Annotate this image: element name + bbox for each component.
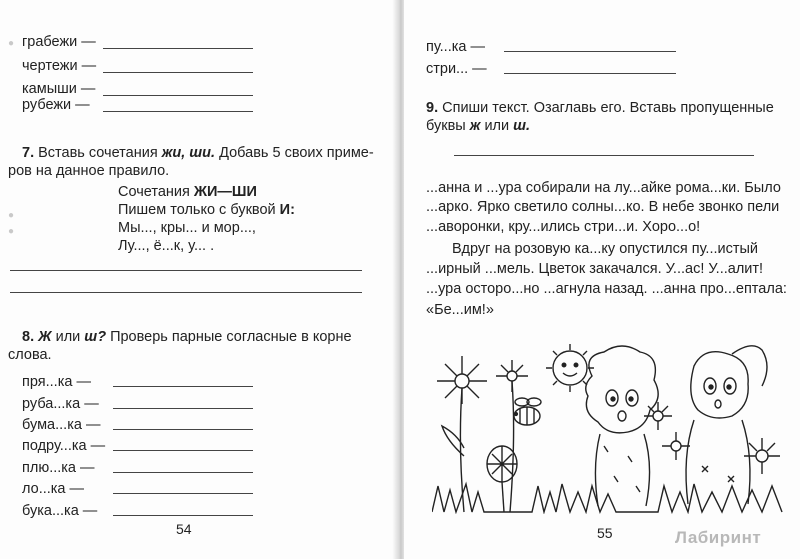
word-item: пря...ка — xyxy=(22,374,91,390)
word-item: ло...ка — xyxy=(22,481,85,497)
page-number: 55 xyxy=(597,525,613,541)
task7-number: 7. xyxy=(22,145,35,161)
task7-text: Вставь сочетания xyxy=(38,145,162,161)
word-item: рубежи — xyxy=(22,97,90,113)
illustration-girls-in-meadow xyxy=(432,336,784,514)
story-line: ...арко. Ярко светило солны...ко. В небе звонко пели xyxy=(426,199,780,215)
word-item: руба...ка — xyxy=(22,396,99,412)
girl-pigtail xyxy=(686,346,767,504)
task9-instruction xyxy=(426,99,774,117)
answer-line[interactable] xyxy=(113,429,253,430)
rule-title-bold: ЖИ—ШИ xyxy=(193,184,257,200)
task9-letter2: ш. xyxy=(513,118,531,134)
grass xyxy=(432,484,782,512)
title-answer-line[interactable] xyxy=(454,155,754,156)
story-line: Вдруг на розовую ка...ку опустился пу...истый xyxy=(452,241,759,257)
story-line: ...ирный ...мель. Цветок закачался. У...ас! У...алит! xyxy=(426,261,764,277)
word-item: стри... — xyxy=(426,61,487,77)
story-line: ...ура осторо...но ...агнула назад. ...анна про...ептала: xyxy=(426,281,787,297)
task9-or: или xyxy=(480,118,514,134)
margin-mark: ● xyxy=(8,210,15,221)
page-number: 54 xyxy=(176,521,192,537)
task9-text: Спиши текст. Озаглавь его. Вставь пропущенные xyxy=(438,100,774,116)
answer-line[interactable] xyxy=(504,51,676,52)
task8-letter2: ш? xyxy=(84,329,107,345)
daisy-flower-icon xyxy=(644,402,780,474)
task7-text-b: Добавь 5 своих приме- xyxy=(215,145,374,161)
rule-box-title xyxy=(118,183,257,201)
answer-line[interactable] xyxy=(113,493,253,494)
word-item: чертежи — xyxy=(22,58,97,74)
task8-number: 8. xyxy=(22,329,35,345)
right-page xyxy=(404,0,800,559)
bee-icon xyxy=(514,398,541,425)
word-item: камыши — xyxy=(22,81,96,97)
rule-text: Пишем только с буквой xyxy=(118,202,280,218)
word-item: плю...ка — xyxy=(22,460,95,476)
task7-line2: ров на данное правило. xyxy=(8,163,170,179)
story-line: ...аворонки, кру...ились стри...и. Хоро...о! xyxy=(426,219,701,235)
word-item: пу...ка — xyxy=(426,39,485,55)
answer-line[interactable] xyxy=(103,95,253,96)
rule-bold-letter: И: xyxy=(279,202,295,218)
answer-line[interactable] xyxy=(504,73,676,74)
girl-curly-hair xyxy=(586,346,658,506)
task7-highlight: жи, ши. xyxy=(161,145,216,161)
task8-or: или xyxy=(51,329,85,345)
answer-line[interactable] xyxy=(113,450,253,451)
story-line: ...анна и ...ура собирали на лу...айке рома...ки. Было xyxy=(426,180,781,196)
margin-mark: ● xyxy=(8,226,15,237)
daisy-flower-icon xyxy=(437,356,487,512)
answer-line[interactable] xyxy=(10,292,362,293)
story-line: «Бе...им!» xyxy=(426,302,494,318)
answer-line[interactable] xyxy=(113,386,253,387)
task9-letters-text: буквы xyxy=(426,118,470,134)
answer-line[interactable] xyxy=(103,72,253,73)
word-item: подру...ка — xyxy=(22,438,106,454)
task8-instruction xyxy=(22,328,352,346)
answer-line[interactable] xyxy=(113,408,253,409)
task8-text: Проверь парные согласные в корне xyxy=(106,329,352,345)
answer-line[interactable] xyxy=(103,48,253,49)
task9-letter1: ж xyxy=(469,118,481,134)
word-item: бука...ка — xyxy=(22,503,98,519)
daisy-flower-icon xyxy=(496,360,528,512)
rule-title-text: Сочетания xyxy=(118,184,194,200)
answer-line[interactable] xyxy=(113,472,253,473)
word-item: бума...ка — xyxy=(22,417,101,433)
task8-line2: слова. xyxy=(8,347,52,363)
watermark-logo: Лабиринт xyxy=(675,528,762,547)
task7-instruction xyxy=(22,144,374,162)
answer-line[interactable] xyxy=(10,270,362,271)
examples-line1: Мы..., кры... и мор..., xyxy=(118,220,256,236)
task8-letter1: Ж xyxy=(38,329,52,345)
word-item: грабежи — xyxy=(22,34,96,50)
left-page xyxy=(0,0,396,559)
answer-line[interactable] xyxy=(113,515,253,516)
task9-number: 9. xyxy=(426,100,439,116)
margin-mark: ● xyxy=(8,38,15,49)
task9-line2 xyxy=(426,117,530,135)
rule-box-rule xyxy=(118,201,295,219)
examples-line2: Лу..., ё...к, у... . xyxy=(118,238,215,254)
answer-line[interactable] xyxy=(103,111,253,112)
